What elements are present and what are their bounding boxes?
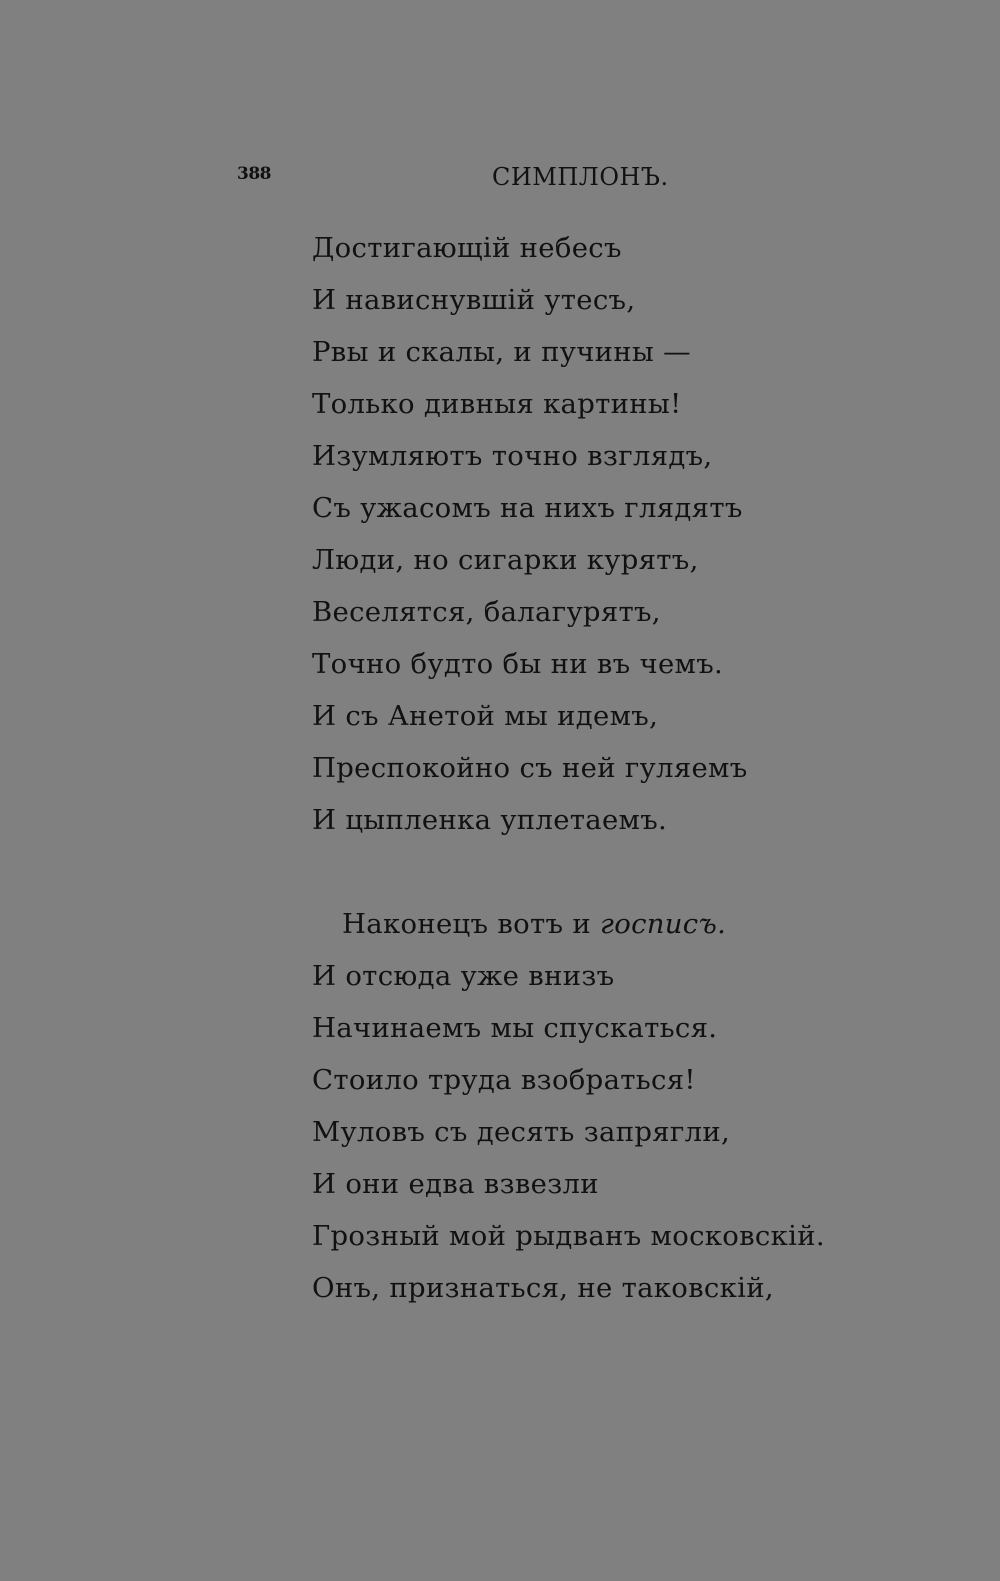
verse-line: И цыпленка уплетаемъ. <box>312 804 668 836</box>
verse-line: И отсюда уже внизъ <box>312 960 615 992</box>
verse-text: Наконецъ вотъ и <box>342 908 601 940</box>
verse-line: Рвы и скалы, и пучины — <box>312 336 691 368</box>
verse-line: И они едва взвезли <box>312 1168 599 1200</box>
verse-line: Люди, но сигарки курятъ, <box>312 544 699 576</box>
verse-line: Стоило труда взобраться! <box>312 1064 696 1096</box>
verse-line: Муловъ съ десять запрягли, <box>312 1116 731 1148</box>
verse-line: Грозный мой рыдванъ московскій. <box>312 1220 825 1252</box>
verse-line: Изумляютъ точно взглядъ, <box>312 440 713 472</box>
poem <box>312 222 932 1314</box>
verse-line: Достигающій небесъ <box>312 232 622 264</box>
verse-line: Онъ, признаться, не таковскій, <box>312 1272 774 1304</box>
verse-line: Начинаемъ мы спускаться. <box>312 1012 718 1044</box>
running-head: СИМПЛОНЪ. <box>492 163 669 191</box>
stanza-2 <box>312 898 932 1314</box>
page-number: 388 <box>237 164 271 184</box>
verse-line: Преспокойно съ ней гуляемъ <box>312 752 748 784</box>
verse-line-indented <box>312 898 932 950</box>
verse-line: Веселятся, балагурятъ, <box>312 596 661 628</box>
verse-line: Съ ужасомъ на нихъ глядятъ <box>312 492 743 524</box>
stanza-1 <box>312 222 932 846</box>
verse-line: Точно будто бы ни въ чемъ. <box>312 648 724 680</box>
verse-line: И съ Анетой мы идемъ, <box>312 700 659 732</box>
italic-word: госписъ. <box>600 908 727 940</box>
verse-line: И нависнувшій утесъ, <box>312 284 636 316</box>
verse-line: Только дивныя картины! <box>312 388 682 420</box>
